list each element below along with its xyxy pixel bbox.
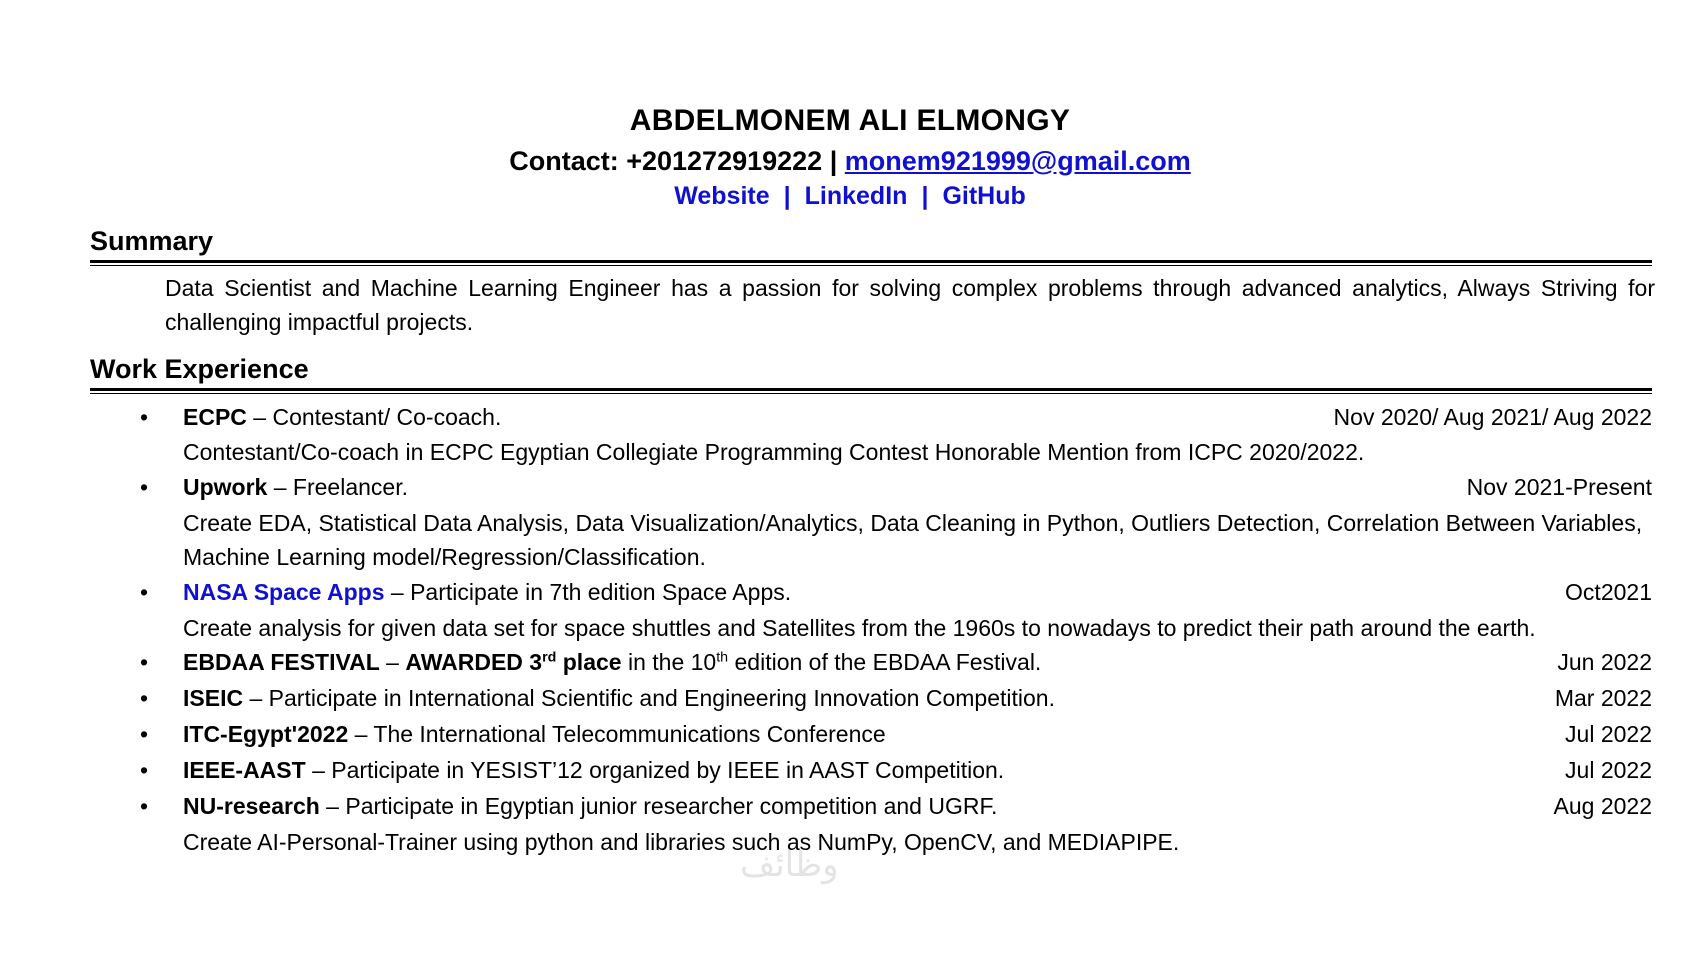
work-experience-org: NU-research (183, 792, 320, 819)
work-experience-dash: – (348, 720, 374, 747)
bullet-icon: • (140, 473, 149, 500)
work-experience-org: ITC-Egypt'2022 (183, 720, 349, 747)
work-experience-title (183, 575, 791, 611)
work-experience-item (0, 753, 1700, 789)
work-experience-title-row (183, 753, 1700, 789)
work-experience-role: in the 10th edition of the EBDAA Festival. (621, 649, 1042, 676)
contact-line (0, 145, 1700, 178)
bullet-icon: • (140, 720, 149, 747)
link-separator-1: | (783, 182, 791, 211)
work-experience-item (0, 645, 1700, 681)
candidate-name: ABDELMONEM ALI ELMONGY (629, 104, 1071, 137)
work-experience-date: Oct2021 (1565, 578, 1652, 605)
social-links-line (0, 181, 1700, 212)
work-experience-date: Nov 2021-Present (1466, 473, 1652, 500)
work-experience-item (0, 681, 1700, 717)
work-experience-dash: – (319, 792, 346, 819)
ordinal-suffix: rd (542, 649, 557, 666)
work-experience-item (0, 575, 1700, 645)
work-experience-heading: Work Experience (90, 353, 309, 384)
work-experience-role: The International Telecommunications Conference (373, 720, 886, 747)
watermark-text: وظائف (740, 846, 839, 884)
work-experience-item (0, 717, 1700, 753)
work-experience-description: Create analysis for given data set for space shuttles and Satellites from the 1960s to nowadays to predict their path around the earth. (183, 614, 1536, 641)
work-experience-list (0, 400, 1700, 860)
work-experience-date: Mar 2022 (1554, 685, 1652, 712)
work-experience-title-row (183, 645, 1700, 681)
work-experience-title (183, 753, 1004, 789)
work-experience-role: Freelancer. (292, 473, 408, 500)
work-experience-date: Jun 2022 (1557, 649, 1652, 676)
work-experience-dash: – (243, 685, 269, 712)
linkedin-link[interactable]: LinkedIn (804, 182, 908, 211)
work-experience-title-row (183, 400, 1700, 436)
work-experience-item (0, 470, 1700, 575)
bullet-icon: • (140, 685, 149, 712)
contact-separator: | (829, 145, 838, 176)
summary-body: Data Scientist and Machine Learning Engineer has a passion for solving complex problems through advanced analytics, Always Striving for challenging impactful projects. (165, 275, 1655, 335)
bullet-icon: • (140, 792, 149, 819)
work-experience-date: Jul 2022 (1565, 720, 1652, 747)
section-summary (0, 226, 1700, 339)
work-experience-description: Contestant/Co-coach in ECPC Egyptian Collegiate Programming Contest Honorable Mention from ICPC 2020/2022. (183, 439, 1365, 466)
summary-heading: Summary (90, 226, 214, 257)
work-experience-description: Create EDA, Statistical Data Analysis, Data Visualization/Analytics, Data Cleaning in Python, Outliers Detection, Correlation Between Variables, Machine Learning model/Regression/Classification. (183, 509, 1643, 571)
work-experience-item (0, 400, 1700, 470)
work-experience-title (183, 645, 1041, 681)
work-experience-org-link[interactable]: NASA Space Apps (183, 578, 385, 605)
work-experience-date: Nov 2020/ Aug 2021/ Aug 2022 (1333, 403, 1652, 430)
work-experience-divider (90, 388, 1652, 394)
work-experience-dash: – (305, 756, 332, 783)
link-separator-2: | (921, 182, 929, 211)
work-experience-role: Participate in 7th edition Space Apps. (410, 578, 792, 605)
ordinal-suffix: th (716, 649, 729, 666)
work-experience-dash: – (267, 473, 293, 500)
work-experience-item (0, 789, 1700, 859)
work-experience-org: IEEE-AAST (183, 756, 306, 783)
work-experience-org: ECPC (183, 403, 247, 430)
work-experience-role: Participate in YESIST’12 organized by IEEE in AAST Competition. (331, 756, 1005, 783)
work-experience-title (183, 681, 1055, 717)
work-experience-org: Upwork (183, 473, 268, 500)
phone-text: Contact: +201272919222 (509, 145, 823, 176)
work-experience-dash: – (379, 649, 406, 676)
work-experience-description: Create AI-Personal-Trainer using python and libraries such as NumPy, OpenCV, and MEDIAPIPE. (183, 828, 1180, 855)
email-link[interactable]: monem921999@gmail.com (844, 145, 1191, 176)
work-experience-title-row (183, 575, 1700, 611)
work-experience-title (183, 789, 997, 825)
work-experience-org: ISEIC (183, 685, 244, 712)
work-experience-title (183, 400, 501, 436)
work-experience-role: Participate in Egyptian junior researcher competition and UGRF. (345, 792, 998, 819)
work-experience-title-row (183, 681, 1700, 717)
work-experience-title-row (183, 789, 1700, 825)
github-link[interactable]: GitHub (942, 182, 1026, 211)
work-experience-date: Aug 2022 (1553, 792, 1652, 819)
bullet-icon: • (140, 649, 149, 676)
bullet-icon: • (140, 578, 149, 605)
bullet-icon: • (140, 756, 149, 783)
work-experience-dash: – (246, 403, 273, 430)
work-experience-award: AWARDED 3rd place (405, 649, 622, 676)
summary-divider (90, 260, 1652, 266)
work-experience-dash: – (384, 578, 411, 605)
work-experience-title-row (183, 717, 1700, 753)
work-experience-role: Contestant/ Co-coach. (272, 403, 502, 430)
section-work-experience (0, 354, 1700, 859)
work-experience-title (183, 470, 408, 506)
work-experience-date: Jul 2022 (1565, 756, 1652, 783)
bullet-icon: • (140, 403, 149, 430)
work-experience-org: EBDAA FESTIVAL (183, 649, 380, 676)
work-experience-title-row (183, 470, 1700, 506)
website-link[interactable]: Website (674, 182, 770, 211)
work-experience-title (183, 717, 886, 753)
work-experience-role: Participate in International Scientific and Engineering Innovation Competition. (268, 685, 1055, 712)
resume-header (0, 0, 1700, 212)
